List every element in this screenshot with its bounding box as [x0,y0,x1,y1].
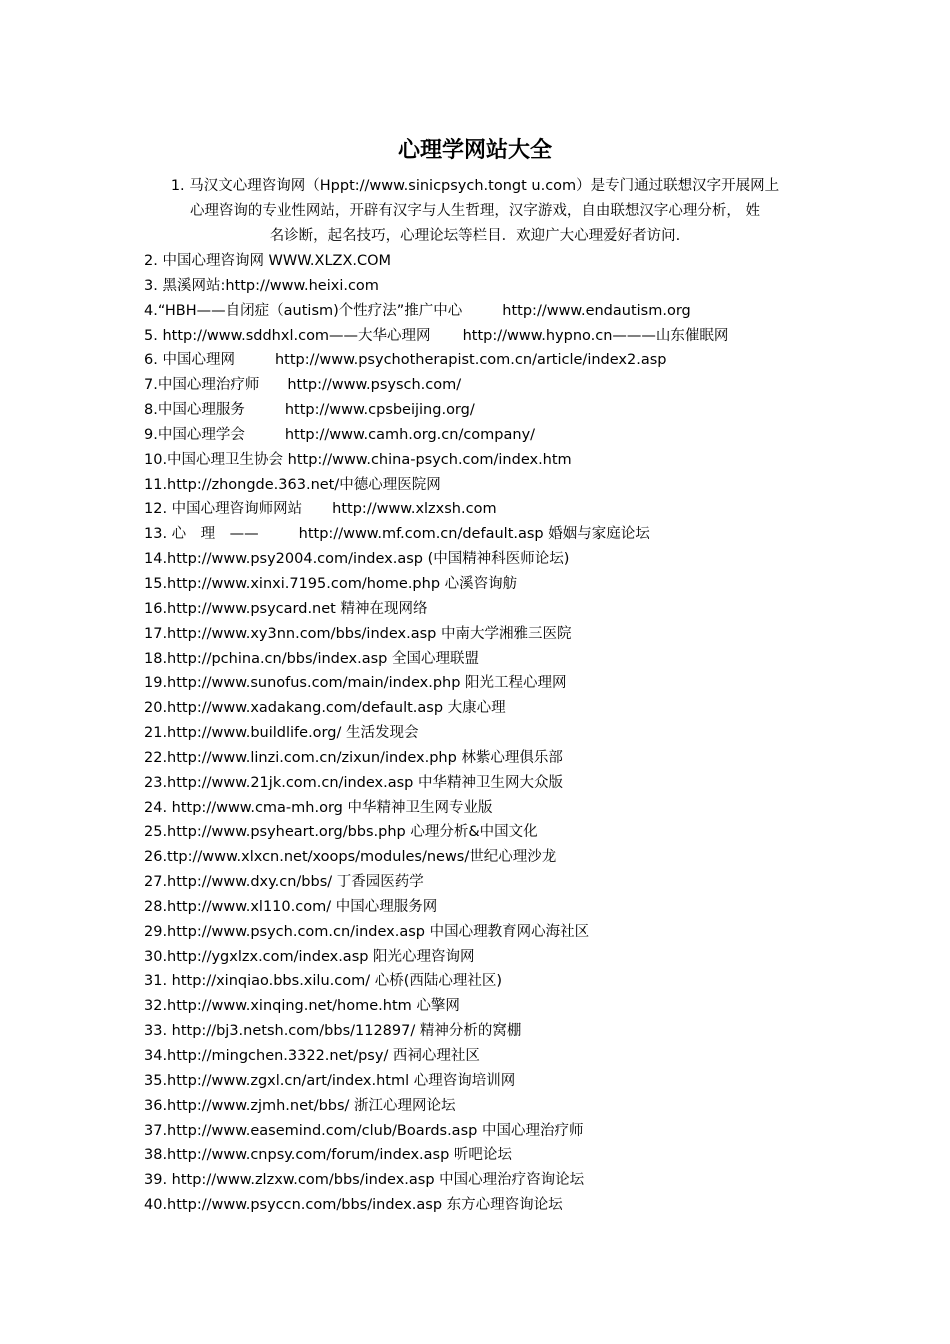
list-item [144,1193,844,1218]
list-item [144,299,844,324]
list-item [144,1119,844,1144]
intro-paragraph [140,174,810,249]
list-item-text: 21.http://www.buildlife.org/ 生活发现会 [144,725,419,742]
list-item [144,647,844,672]
list-item [144,547,844,572]
list-item-text: 8.中国心理服务 [144,402,245,419]
list-item-text: 34.http://mingchen.3322.net/psy/ 西祠心理社区 [144,1048,480,1064]
list-item-text: 31. http://xinqiao.bbs.xilu.com/ 心桥(西陆心理社区) [144,973,503,990]
list-item-text: 23.http://www.21jk.com.cn/index.asp 中华精神卫生网大众版 [144,774,563,791]
list-item-text: 29.http://www.psych.com.cn/index.asp 中国心理教育网心海社区 [144,923,590,940]
list-item-url: http://www.mf.com.cn/default.asp 婚姻与家庭论坛 [298,526,650,543]
list-item-text: 24. http://www.cma-mh.org 中华精神卫生网专业版 [144,799,493,816]
list-item-text: 36.http://www.zjmh.net/bbs/ 浙江心理网论坛 [144,1097,456,1114]
list-item-text: 9.中国心理学会 [144,426,245,443]
list-item [144,845,844,870]
list-item [144,1044,844,1069]
list-item [144,920,844,945]
list-item [144,522,844,547]
list-item [144,622,844,647]
list-item-url: http://www.endautism.org [502,302,691,319]
list-item [144,597,844,622]
list-item-text: 19.http://www.sunofus.com/main/index.php 阳光工程心理网 [144,675,567,692]
list-item-text: 32.http://www.xinqing.net/home.htm 心擎网 [144,998,460,1015]
list-item [144,473,844,498]
list-item-text: 16.http://www.psycard.net 精神在现网络 [144,600,428,617]
list-item [144,1168,844,1193]
list-item [144,497,844,522]
list-item [144,796,844,821]
list-item [144,324,844,349]
list-item-text: 6. 中国心理网 [144,352,235,369]
list-item-text: 4.“HBH——自闭症（autism)个性疗法”推广中心 [144,302,463,319]
list-item-text: 28.http://www.xl110.com/ 中国心理服务网 [144,898,438,915]
list-item-text: 2. 中国心理咨询网 WWW.XLZX.COM [144,253,392,269]
list-item-text: 30.http://ygxlzx.com/index.asp 阳光心理咨询网 [144,948,475,965]
page-title: 心理学网站大全 [397,138,552,163]
intro-line-1: 1. 马汉文心理咨询网（Hppt://www.sinicpsych.tongt u.com）是专门通过联想汉字开展网上 [170,178,780,194]
list-item-url: http://www.psychotherapist.com.cn/article/index2.asp [274,352,667,369]
list-item [144,721,844,746]
list-item-url: http://www.xlzxsh.com [332,501,497,518]
list-item-text: 5. http://www.sddhxl.com——大华心理网 [144,327,431,344]
list-item-text: 38.http://www.cnpsy.com/forum/index.asp 听吧论坛 [144,1147,512,1164]
list-item [144,1069,844,1094]
list-item [144,1143,844,1168]
list-item-text: 35.http://www.zgxl.cn/art/index.html 心理咨询培训网 [144,1072,516,1089]
list-item-text: 3. 黑溪网站:http://www.heixi.com [144,277,379,294]
list-item [144,423,844,448]
list-item [144,448,844,473]
list-item-text: 18.http://pchina.cn/bbs/index.asp 全国心理联盟 [144,650,479,667]
list-item-text: 22.http://www.linzi.com.cn/zixun/index.php 林紫心理俱乐部 [144,749,563,766]
list-item-text: 12. 中国心理咨询师网站 [144,501,303,518]
list-item-text: 11.http://zhongde.363.net/中德心理医院网 [144,476,441,493]
list-item [144,870,844,895]
list-item [144,671,844,696]
list-item-text: 39. http://www.zlzxw.com/bbs/index.asp 中国心理治疗咨询论坛 [144,1172,585,1189]
list-item [144,696,844,721]
list-item-text: 14.http://www.psy2004.com/index.asp (中国精神科医师论坛) [144,551,570,568]
list-item-text: 13. 心 理 —— [144,526,259,543]
list-item-text: 40.http://www.psyccn.com/bbs/index.asp 东方心理咨询论坛 [144,1197,563,1214]
list-item [144,746,844,771]
list-item [144,820,844,845]
list-item-text: 33. http://bj3.netsh.com/bbs/112897/ 精神分析的窝棚 [144,1023,522,1040]
list-item [144,994,844,1019]
list-item [144,373,844,398]
website-list [144,249,844,1218]
list-item [144,1019,844,1044]
list-item-text: 37.http://www.easemind.com/club/Boards.asp 中国心理治疗师 [144,1122,584,1139]
list-item [144,1094,844,1119]
list-item-text: 25.http://www.psyheart.org/bbs.php 心理分析&中国文化 [144,824,538,841]
list-item-url: http://www.camh.org.cn/company/ [284,426,536,443]
intro-line-3: 名诊断，起名技巧，心理论坛等栏目．欢迎广大心理爱好者访问. [269,228,681,244]
list-item [144,771,844,796]
list-item-url: http://www.cpsbeijing.org/ [284,402,475,419]
list-item-text: 17.http://www.xy3nn.com/bbs/index.asp 中南大学湘雅三医院 [144,625,572,642]
list-item [144,969,844,994]
intro-line-2: 心理咨询的专业性网站，开辟有汉字与人生哲理，汉字游戏，自由联想汉字心理分析， 姓 [189,203,761,219]
list-item [144,274,844,299]
list-item-text: 27.http://www.dxy.cn/bbs/ 丁香园医药学 [144,874,424,891]
list-item-text: 7.中国心理治疗师 [144,377,260,394]
list-item [144,249,844,274]
list-item [144,895,844,920]
list-item-text: 20.http://www.xadakang.com/default.asp 大康心理 [144,700,506,717]
list-item-text: 26.ttp://www.xlxcn.net/xoops/modules/news/世纪心理沙龙 [144,849,557,866]
list-item [144,348,844,373]
list-item [144,572,844,597]
list-item [144,945,844,970]
list-item-url: http://www.hypno.cn———山东催眠网 [462,327,729,344]
list-item-url: http://www.psysch.com/ [287,377,462,394]
list-item [144,398,844,423]
list-item-text: 10.中国心理卫生协会 http://www.china-psych.com/index.htm [144,451,572,468]
list-item-text: 15.http://www.xinxi.7195.com/home.php 心溪咨询舫 [144,575,518,592]
